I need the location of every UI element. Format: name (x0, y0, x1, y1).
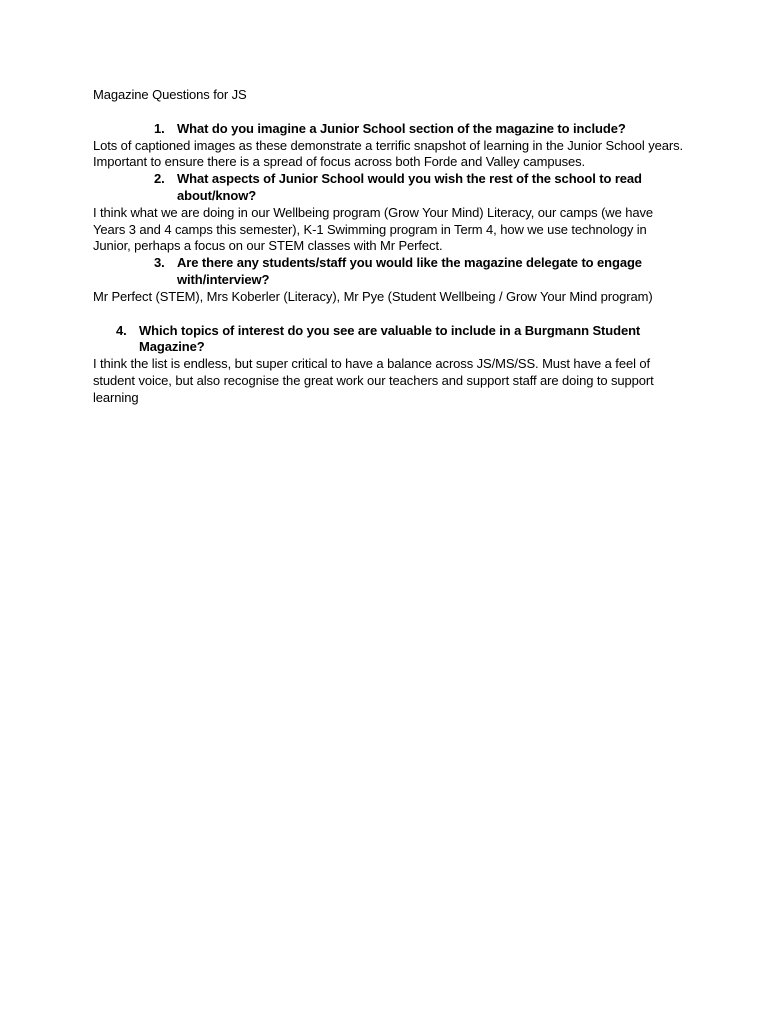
question-text: What aspects of Junior School would you wish the rest of the school to read about/know? (177, 171, 642, 203)
question-text: What do you imagine a Junior School section of the magazine to include? (177, 120, 626, 136)
question-text: Are there any students/staff you would like the magazine delegate to engage with/interview? (177, 255, 642, 287)
answer-3: Mr Perfect (STEM), Mrs Koberler (Literacy), Mr Pye (Student Wellbeing / Grow Your Mind program) (93, 288, 653, 304)
answer-1: Lots of captioned images as these demonstrate a terrific snapshot of learning in the Junior School years. Important to ensure there is a spread of focus across both Forde and Valley campuses. (93, 137, 684, 170)
question-number: 3. (154, 255, 165, 271)
document-title: Magazine Questions for JS (93, 87, 247, 102)
question-1 (93, 121, 683, 138)
question-2 (93, 171, 683, 205)
document-body (93, 87, 683, 407)
question-number: 1. (154, 120, 165, 136)
answer-4: I think the list is endless, but super critical to have a balance across JS/MS/SS. Must have a feel of student voice, but also recognise the great work our teachers and support staff are doing to support learning (93, 356, 654, 405)
question-4 (93, 323, 683, 357)
question-number: 2. (154, 171, 165, 187)
question-number: 4. (116, 322, 127, 338)
question-3 (93, 255, 683, 289)
question-text: Which topics of interest do you see are valuable to include in a Burgmann Student Magazine? (139, 322, 641, 355)
paragraph-spacer (93, 306, 683, 323)
answer-2: I think what we are doing in our Wellbeing program (Grow Your Mind) Literacy, our camps (we have Years 3 and 4 camps this semester), K-1 Swimming program in Term 4, how we use technology in Junior, perhaps a focus on our STEM classes with Mr Perfect. (93, 204, 654, 254)
